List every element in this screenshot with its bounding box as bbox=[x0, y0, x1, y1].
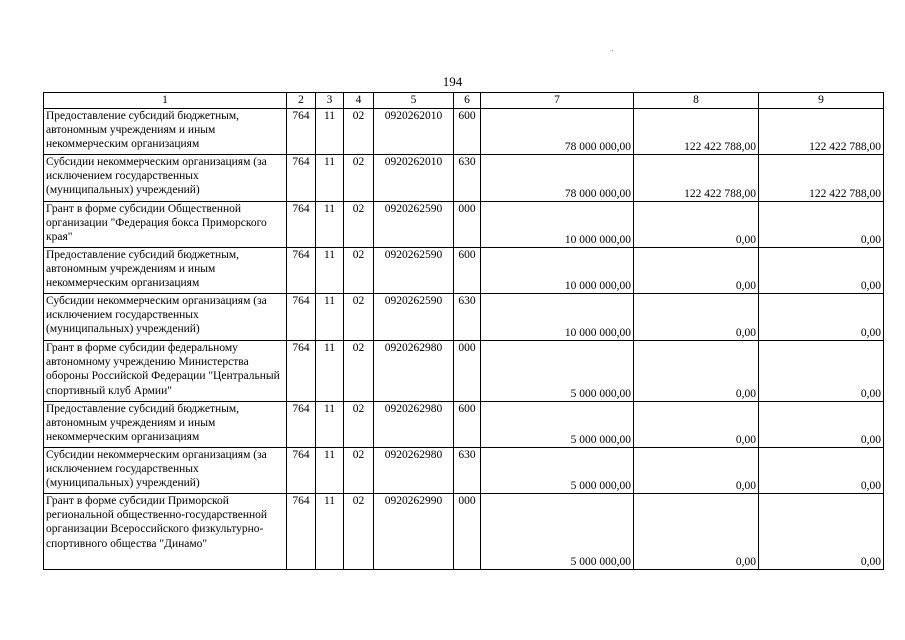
code-cell: 764 bbox=[287, 341, 316, 402]
code-cell: 0920262590 bbox=[374, 294, 454, 341]
code-cell: 02 bbox=[344, 402, 374, 448]
row-name: Грант в форме субсидии Общественной организации "Федерация бокса Приморского края" bbox=[44, 202, 287, 248]
code-cell: 764 bbox=[287, 448, 316, 494]
amount-value: 5 000 000,00 bbox=[570, 556, 631, 568]
amount-cell bbox=[634, 109, 759, 155]
scan-speck bbox=[612, 50, 613, 51]
header-cell: 1 bbox=[44, 93, 287, 109]
code-cell: 630 bbox=[454, 294, 481, 341]
header-cell: 9 bbox=[759, 93, 884, 109]
header-cell: 3 bbox=[316, 93, 344, 109]
amount-value: 10 000 000,00 bbox=[564, 234, 631, 246]
amount-cell bbox=[634, 494, 759, 570]
amount-value: 5 000 000,00 bbox=[570, 480, 631, 492]
row-name: Грант в форме субсидии Приморской региональной общественно-государственной организации Всероссийского физкультурно-спортивного общества "Динамо" bbox=[44, 494, 287, 570]
header-cell: 6 bbox=[454, 93, 481, 109]
amount-value: 5 000 000,00 bbox=[570, 434, 631, 446]
code-cell: 11 bbox=[316, 448, 344, 494]
code-cell: 0920262010 bbox=[374, 155, 454, 202]
amount-value: 0,00 bbox=[860, 556, 881, 568]
row-name: Предоставление субсидий бюджетным, автономным учреждениям и иным некоммерческим организациям bbox=[44, 402, 287, 448]
amount-value: 0,00 bbox=[735, 480, 756, 492]
code-cell: 0920262590 bbox=[374, 248, 454, 294]
code-cell: 02 bbox=[344, 248, 374, 294]
amount-value: 0,00 bbox=[860, 388, 881, 400]
table-row bbox=[44, 494, 884, 570]
code-cell: 11 bbox=[316, 294, 344, 341]
row-name: Субсидии некоммерческим организациям (за исключением государственных (муниципальных) учреждений) bbox=[44, 294, 287, 341]
page-number: 194 bbox=[442, 74, 463, 89]
amount-value: 0,00 bbox=[860, 234, 881, 246]
code-cell: 11 bbox=[316, 494, 344, 570]
code-cell: 0920262990 bbox=[374, 494, 454, 570]
code-cell: 11 bbox=[316, 248, 344, 294]
code-cell: 600 bbox=[454, 248, 481, 294]
code-cell: 02 bbox=[344, 341, 374, 402]
table-row bbox=[44, 155, 884, 202]
header-cell: 5 bbox=[374, 93, 454, 109]
amount-cell bbox=[634, 294, 759, 341]
amount-value: 122 422 788,00 bbox=[809, 188, 881, 200]
table-row bbox=[44, 202, 884, 248]
code-cell: 000 bbox=[454, 202, 481, 248]
amount-cell bbox=[481, 494, 634, 570]
amount-cell bbox=[481, 202, 634, 248]
amount-value: 0,00 bbox=[735, 280, 756, 292]
code-cell: 0920262980 bbox=[374, 448, 454, 494]
code-cell: 11 bbox=[316, 109, 344, 155]
code-cell: 11 bbox=[316, 402, 344, 448]
amount-value: 5 000 000,00 bbox=[570, 388, 631, 400]
code-cell: 600 bbox=[454, 402, 481, 448]
table-row bbox=[44, 248, 884, 294]
code-cell: 11 bbox=[316, 202, 344, 248]
code-cell: 0920262980 bbox=[374, 402, 454, 448]
amount-cell bbox=[759, 494, 884, 570]
code-cell: 02 bbox=[344, 494, 374, 570]
code-cell: 764 bbox=[287, 294, 316, 341]
code-cell: 764 bbox=[287, 109, 316, 155]
code-cell: 02 bbox=[344, 294, 374, 341]
header-row bbox=[44, 93, 884, 109]
code-cell: 764 bbox=[287, 248, 316, 294]
amount-cell bbox=[634, 448, 759, 494]
table-row bbox=[44, 294, 884, 341]
budget-table bbox=[43, 92, 884, 570]
amount-value: 0,00 bbox=[735, 327, 756, 339]
amount-cell bbox=[759, 109, 884, 155]
code-cell: 764 bbox=[287, 494, 316, 570]
amount-cell bbox=[634, 248, 759, 294]
amount-value: 0,00 bbox=[860, 480, 881, 492]
amount-value: 78 000 000,00 bbox=[564, 188, 631, 200]
amount-cell bbox=[759, 248, 884, 294]
code-cell: 0920262980 bbox=[374, 341, 454, 402]
code-cell: 600 bbox=[454, 109, 481, 155]
code-cell: 0920262010 bbox=[374, 109, 454, 155]
row-name: Предоставление субсидий бюджетным, автономным учреждениям и иным некоммерческим организациям bbox=[44, 109, 287, 155]
row-name: Субсидии некоммерческим организациям (за исключением государственных (муниципальных) учреждений) bbox=[44, 448, 287, 494]
amount-value: 0,00 bbox=[860, 434, 881, 446]
row-name: Грант в форме субсидии федеральному автономному учреждению Министерства обороны Российской Федерации "Центральный спортивный клуб Армии" bbox=[44, 341, 287, 402]
header-cell: 4 bbox=[344, 93, 374, 109]
table-row bbox=[44, 448, 884, 494]
code-cell: 02 bbox=[344, 202, 374, 248]
code-cell: 764 bbox=[287, 402, 316, 448]
amount-value: 0,00 bbox=[735, 556, 756, 568]
table-row bbox=[44, 341, 884, 402]
amount-cell bbox=[481, 109, 634, 155]
header-cell: 8 bbox=[634, 93, 759, 109]
amount-cell bbox=[634, 341, 759, 402]
code-cell: 0920262590 bbox=[374, 202, 454, 248]
row-name: Субсидии некоммерческим организациям (за исключением государственных (муниципальных) учреждений) bbox=[44, 155, 287, 202]
amount-value: 0,00 bbox=[735, 234, 756, 246]
row-name: Предоставление субсидий бюджетным, автономным учреждениям и иным некоммерческим организациям bbox=[44, 248, 287, 294]
amount-cell bbox=[759, 202, 884, 248]
amount-value: 0,00 bbox=[735, 388, 756, 400]
amount-value: 122 422 788,00 bbox=[684, 188, 756, 200]
amount-value: 78 000 000,00 bbox=[564, 141, 631, 153]
amount-value: 122 422 788,00 bbox=[809, 141, 881, 153]
code-cell: 000 bbox=[454, 494, 481, 570]
amount-cell bbox=[634, 202, 759, 248]
amount-cell bbox=[481, 341, 634, 402]
amount-value: 0,00 bbox=[860, 327, 881, 339]
amount-value: 10 000 000,00 bbox=[564, 327, 631, 339]
amount-cell bbox=[481, 248, 634, 294]
amount-cell bbox=[634, 155, 759, 202]
amount-cell bbox=[481, 448, 634, 494]
code-cell: 764 bbox=[287, 155, 316, 202]
amount-cell bbox=[759, 294, 884, 341]
amount-cell bbox=[481, 155, 634, 202]
amount-cell bbox=[481, 402, 634, 448]
amount-cell bbox=[634, 402, 759, 448]
amount-value: 10 000 000,00 bbox=[564, 280, 631, 292]
code-cell: 02 bbox=[344, 109, 374, 155]
amount-value: 0,00 bbox=[860, 280, 881, 292]
amount-value: 0,00 bbox=[735, 434, 756, 446]
code-cell: 630 bbox=[454, 155, 481, 202]
table-row bbox=[44, 109, 884, 155]
amount-cell bbox=[481, 294, 634, 341]
amount-cell bbox=[759, 155, 884, 202]
amount-cell bbox=[759, 341, 884, 402]
code-cell: 02 bbox=[344, 155, 374, 202]
code-cell: 11 bbox=[316, 155, 344, 202]
code-cell: 02 bbox=[344, 448, 374, 494]
header-cell: 7 bbox=[481, 93, 634, 109]
code-cell: 630 bbox=[454, 448, 481, 494]
header-cell: 2 bbox=[287, 93, 316, 109]
code-cell: 764 bbox=[287, 202, 316, 248]
amount-cell bbox=[759, 448, 884, 494]
code-cell: 11 bbox=[316, 341, 344, 402]
amount-cell bbox=[759, 402, 884, 448]
table-row bbox=[44, 402, 884, 448]
code-cell: 000 bbox=[454, 341, 481, 402]
amount-value: 122 422 788,00 bbox=[684, 141, 756, 153]
